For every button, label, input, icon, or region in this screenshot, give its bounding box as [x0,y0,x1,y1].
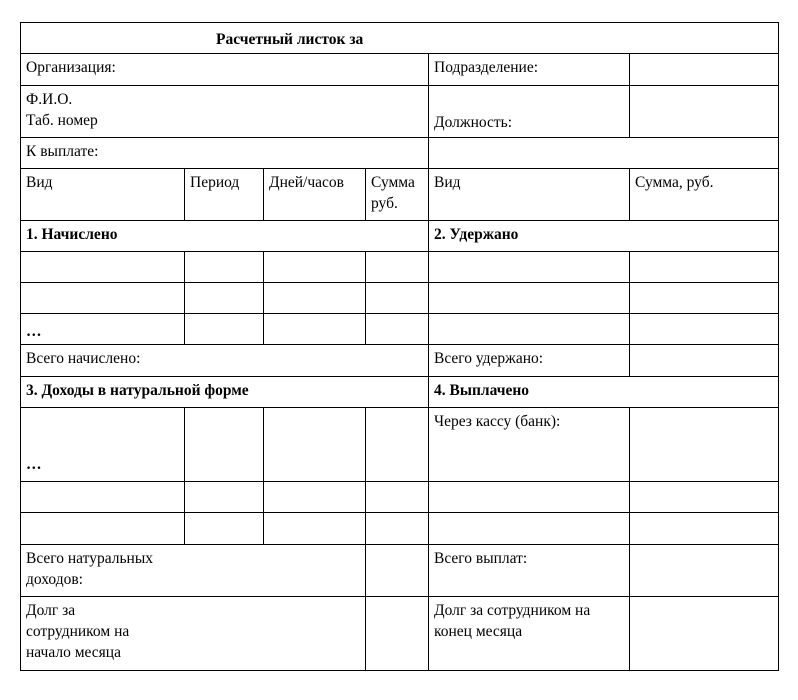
debt-end-value-cell [630,597,779,671]
debt-end-line2: конец месяца [434,623,523,640]
to-pay-value-cell [429,138,779,169]
to-pay-cell [21,138,429,169]
section-in-kind-label: 3. Доходы в натуральной форме [26,382,249,399]
col-header-sum-left [366,169,429,221]
department-value-cell [630,54,779,86]
debt-start-line2: сотрудником на [26,623,130,640]
total-withheld-value-cell [630,345,779,377]
section-paid-label: 4. Выплачено [434,382,529,399]
col-header-days-hours [264,169,366,221]
col-sum-left-line1: Сумма [371,174,415,191]
table-row [21,408,779,482]
total-in-kind-cell [21,545,366,597]
section-in-kind-header [21,377,429,408]
total-paid-value-cell [630,545,779,597]
cash-bank-cell [429,408,630,482]
section-paid-header [429,377,779,408]
debt-start-line1: Долг за [26,602,76,619]
total-in-kind-line2: доходов: [26,571,83,588]
payslip-title: Расчетный листок за [216,31,364,48]
fio-label: Ф.И.О. [26,91,73,108]
department-label: Подразделение: [434,59,539,76]
section-withheld-label: 2. Удержано [434,226,519,243]
position-label: Должность: [434,114,513,131]
in-kind-ellipsis-cell [21,408,185,482]
total-paid-cell [429,545,630,597]
position-value-cell [630,86,779,138]
fio-cell [21,86,429,138]
debt-end-cell [429,597,630,671]
col-header-type-right [429,169,630,221]
payslip-table [20,22,779,671]
debt-start-cell [21,597,366,671]
col-header-sum-right [630,169,779,221]
total-withheld-cell [429,345,630,377]
debt-end-line1: Долг за сотрудником на [434,602,591,619]
col-days-hours-label: Дней/часов [269,174,344,191]
col-type-right-label: Вид [434,174,461,191]
total-accrued-cell [21,345,429,377]
total-accrued-label: Всего начислено: [26,350,141,367]
col-type-left-label: Вид [26,174,53,191]
col-header-type-left [21,169,185,221]
total-withheld-label: Всего удержано: [434,350,544,367]
total-paid-label: Всего выплат: [434,550,528,567]
col-header-period [185,169,264,221]
accrued-ellipsis: … [26,323,43,340]
department-label-cell [429,54,630,86]
in-kind-ellipsis: … [26,456,43,473]
total-in-kind-value-cell [366,545,429,597]
table-row [21,283,779,314]
payslip-title-cell [21,23,779,54]
table-row [21,314,779,345]
debt-start-value-cell [366,597,429,671]
section-accrued-header [21,221,429,252]
col-period-label: Период [190,174,240,191]
organization-label: Организация: [26,59,116,76]
organization-cell [21,54,429,86]
section-withheld-header [429,221,779,252]
col-sum-right-label: Сумма, руб. [635,174,714,191]
accrued-ellipsis-cell [21,314,185,345]
table-row [21,252,779,283]
section-accrued-label: 1. Начислено [26,226,118,243]
total-in-kind-line1: Всего натуральных [26,550,154,567]
cash-bank-label: Через кассу (банк): [434,413,561,430]
to-pay-label: К выплате: [26,143,99,160]
tab-number-label: Таб. номер [26,112,98,129]
col-sum-left-line2: руб. [371,195,398,212]
debt-start-line3: начало месяца [26,644,121,661]
table-row [21,513,779,545]
table-row [21,482,779,513]
position-label-cell [429,86,630,138]
